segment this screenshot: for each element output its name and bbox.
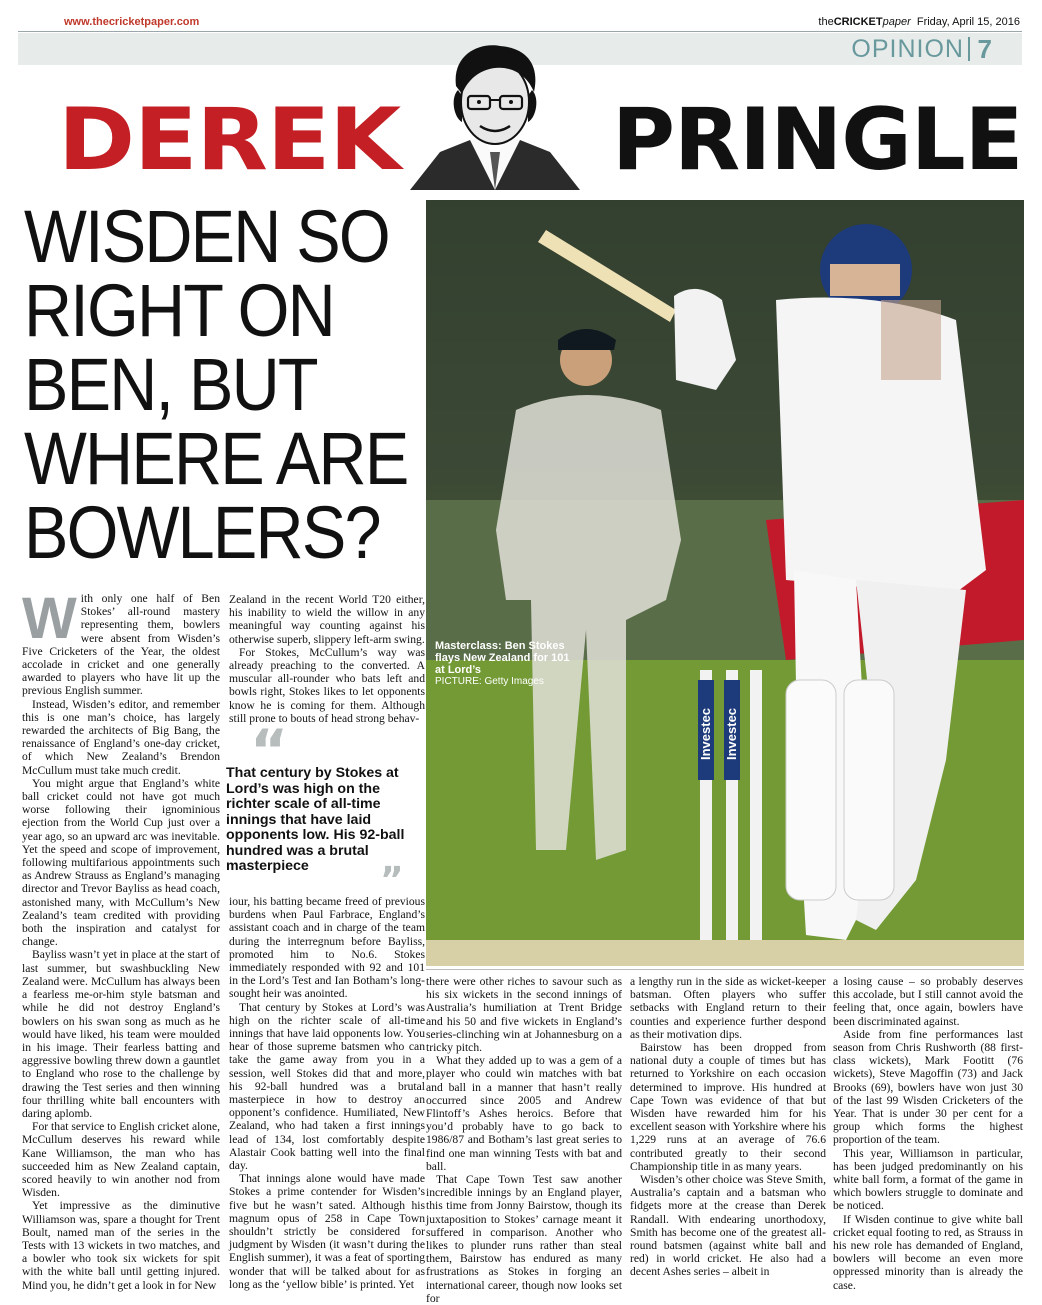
masthead (818, 16, 1020, 28)
columnist-first-name: DEREK (58, 90, 401, 190)
paragraph: a lengthy run in the side as wicket-keeper batsman. Often players who suffer setbacks with England return to their counties and experience further despond as their motivation dips. (630, 975, 826, 1041)
article-column-2-continued (229, 895, 425, 1291)
paragraph: You might argue that England’s white ball cricket could not have got much worse following their ignominious ejection from the World Cup just over a year ago, so an upward arc was inevitable. Yet the speed and scope of improvement, following multifarious appointments such as Andrew Strauss as England’s managing director and Trevor Bayliss as head coach, astonished many, with McCullum’s New Zealand’s team credited with providing both the inspiration and catalyst for change. (22, 776, 220, 949)
headline-line: WHERE ARE (24, 417, 408, 500)
paragraph: Zealand in the recent World T20 either, his inability to wield the willow in any meaningful way counting against his otherwise superb, slippery left-arm swing. (229, 593, 425, 646)
headline-line: BEN, BUT (24, 343, 317, 426)
paragraph: That century by Stokes at Lord’s was high on the richter scale of all-time innings that have laid opponents low. You hear of those supreme batsmen who can take the game away from you in a session, well Stokes did that and more, his 92-ball hundred was a brutal masterpiece in how to destroy an opponent’s confidence. Humiliated, New Zealand, who had taken a first innings lead of 134, lost comfortably despite Alastair Cook batting well into the final day. (229, 1000, 425, 1173)
article-photo (426, 200, 1024, 966)
paragraph: For Stokes, McCullum’s way was already preaching to the converted. A muscular all-rounder who bats left and bowls right, Stokes likes to let opponents know he is coming for them. Although still prone to bouts of head strong behav- (229, 645, 425, 725)
stump-sponsor: Investec (724, 707, 739, 760)
paragraph: Yet impressive as the diminutive Williamson was, spare a thought for Trent Boult, named man of the series in the Tests with 13 wickets in two matches, and a bowler who took six wickets for spit with the white ball until getting injured. Mind you, he didn’t get a look in for New (22, 1199, 220, 1292)
stump-sponsor: Investec (698, 707, 713, 760)
paragraph: Bairstow has been dropped from national duty a couple of times but has returned to Yorkshire on each occasion determined to improve. His hundred at Cape Town was evidence of that but Wisden have rewarded him for his excellent season with Yorkshire where his 1,229 runs at an average of 76.6 contributed greatly to their second Championship title in as many years. (630, 1041, 826, 1173)
article-column-3 (426, 975, 622, 1305)
drop-cap: W (22, 586, 77, 651)
brand-paper: paper (882, 16, 911, 28)
page-number: 7 (977, 34, 992, 64)
top-rule (18, 31, 1022, 32)
headline-line: RIGHT ON (24, 269, 334, 352)
paragraph: This year, Williamson in particular, has been judged predominantly on his white ball form, a format of the game in which bowlers struggle to dominate and be noticed. (833, 1146, 1023, 1213)
photo-caption (435, 640, 577, 688)
pull-quote: That century by Stokes at Lord’s was high on the richter scale of all-time innings that have laid opponents low. His 92-ball hundred was a brutal masterpiece (226, 765, 405, 874)
article-column-4 (630, 975, 826, 1279)
paragraph: That innings alone would have made Stokes a prime contender for Wisden’s five but he wasn’t sated. Although his magnum opus of 258 in Cape Town shouldn’t strictly be considered for judgment by Wisden (it wasn’t during the English summer), it was a feat of sporting wonder that will be talked about for as long as the ‘yellow bible’ is printed. Yet (229, 1172, 425, 1291)
paragraph: Wisden’s other choice was Steve Smith, Australia’s captain and a batsman who fidgets more at the crease than Derek Randall. With endearing unorthodoxy, Smith has become one of the greatest all-round batsmen (against white ball and red) in world cricket. He also had a decent Ashes series – albeit in (630, 1173, 826, 1279)
close-quote-icon: ” (380, 860, 404, 901)
brand-cricket: CRICKET (833, 16, 883, 28)
paragraph: ith only one half of Ben Stokes’ all-round mastery representing them, bowlers were absent from Wisden’s Five Cricketers of the Year, the oldest accolade in cricket and one generally awarded to players who have lit up the previous English summer. (22, 592, 220, 698)
columnist-portrait (400, 40, 590, 190)
paragraph: That Cape Town Test saw another incredible innings by an England player, this time from Jonny Bairstow, though its juxtaposition to Stokes’ carnage meant it suffered in comparison. Another who likes to plunder runs rather than steal them, Bairstow has endured as many frustrations as Stokes in forging an international career, though now looks set for (426, 1173, 622, 1305)
section-divider (968, 37, 970, 61)
article-column-5 (833, 975, 1023, 1292)
headline (24, 195, 408, 574)
section-label: OPINION (851, 35, 964, 63)
open-quote-icon: “ (250, 717, 289, 785)
paragraph: a losing cause – so probably deserves this accolade, but I still cannot avoid the feeling that, once again, bowlers have been discriminated against. (833, 975, 1023, 1028)
paragraph: Instead, Wisden’s editor, and remember this is one man’s choice, has largely rewarded the architects of Big Bang, the renaissance of England’s one-day cricket, of which New Zealand’s Brendon McCullum must take much credit. (22, 697, 220, 777)
site-url[interactable]: www.thecricketpaper.com (64, 16, 200, 28)
paragraph: Bayliss wasn’t yet in place at the start of last summer, but swashbuckling New Zealand were. McCullum has always been a fearless me-or-him style batsman and while he did not destroy England’s bowlers on his swan song as much as he would have liked, his team were moulded in his image. Their fearless batting and aggressive bowling threw down a gauntlet to England who rose to the challenge by drawing the Test series and then winning four thrilling white ball encounters with daring aplomb. (22, 948, 220, 1120)
brand-the: the (818, 16, 834, 28)
paragraph: Aside from fine performances last season from Chris Rushworth (88 first-class wickets), Mark Footitt (76 wickets), Steve Magoffin (73) and Jack Brooks (69), bowlers have won just 30 of the last 99 Wisden Cricketers of the Year. That is under 30 per cent for a group which forms the highest proportion of the team. (833, 1027, 1023, 1147)
paragraph: iour, his batting became freed of previous burdens when Paul Farbrace, England’s assistant coach and in charge of the team during the interregnum before Bayliss, promoted him to No.6. Stokes immediately responded with 92 and 101 in the Lord’s Test and Ian Botham’s long-sought heir was anointed. (229, 895, 425, 1001)
column-rule (426, 969, 1024, 970)
columnist-last-name: PRINGLE (612, 90, 1023, 190)
article-column-1 (22, 586, 220, 1292)
issue-date: Friday, April 15, 2016 (916, 16, 1020, 28)
caption-credit: PICTURE: Getty Images (435, 676, 544, 687)
article-column-2 (229, 593, 425, 725)
headline-line: WISDEN SO (24, 195, 389, 278)
paragraph: For that service to English cricket alone, McCullum deserves his reward while Kane Williamson, the man who has succeeded him as New Zealand captain, scored heavily to win another nod from Wisden. (22, 1120, 220, 1200)
paragraph: If Wisden continue to give white ball cricket equal footing to red, as Strauss in his new role has demanded of England, bowlers will become an even more oppressed minority than is already the case. (833, 1212, 1023, 1292)
headline-line: BOWLERS? (24, 491, 380, 574)
caption-title: Masterclass: Ben Stokes flays New Zealand for 101 at Lord’s (435, 640, 570, 676)
paragraph: there were other riches to savour such as his six wickets in the second innings of Australia’s humiliation at Trent Bridge and his 50 and five wickets in England’s series-clinching win at Johannesburg on a tricky pitch. (426, 975, 622, 1055)
paragraph: What they added up to was a gem of a player who could win matches with bat and ball in a manner that hasn’t really occurred since 2005 and Andrew Flintoff’s Ashes heroics. Before that you’d probably have to go back to 1986/87 and Botham’s last great series to find one man winning Tests with bat and ball. (426, 1054, 622, 1173)
